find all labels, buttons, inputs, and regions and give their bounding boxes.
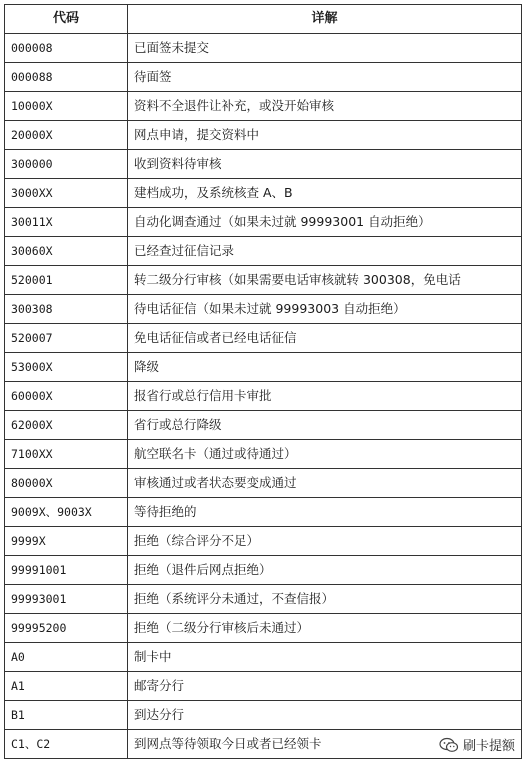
status-description: 待电话征信（如果未过就 99993003 自动拒绝） xyxy=(128,295,522,324)
status-description: 报省行或总行信用卡审批 xyxy=(128,382,522,411)
status-description: 邮寄分行 xyxy=(128,672,522,701)
status-code: A0 xyxy=(5,643,128,672)
status-description: 转二级分行审核（如果需要电话审核就转 300308，免电话 xyxy=(128,266,522,295)
status-description: 资料不全退件让补充，或没开始审核 xyxy=(128,92,522,121)
status-code: 30060X xyxy=(5,237,128,266)
table-row xyxy=(5,121,522,150)
status-description: 网点申请，提交资料中 xyxy=(128,121,522,150)
table-row xyxy=(5,440,522,469)
header-code: 代码 xyxy=(5,5,128,34)
status-code: 000008 xyxy=(5,34,128,63)
status-code: 520007 xyxy=(5,324,128,353)
status-code: 3000XX xyxy=(5,179,128,208)
status-description: 已面签未提交 xyxy=(128,34,522,63)
table-row xyxy=(5,498,522,527)
status-code: 20000X xyxy=(5,121,128,150)
table-row xyxy=(5,672,522,701)
status-description: 等待拒绝的 xyxy=(128,498,522,527)
table-row xyxy=(5,411,522,440)
table-row xyxy=(5,643,522,672)
status-code: 520001 xyxy=(5,266,128,295)
status-code: 99993001 xyxy=(5,585,128,614)
status-description: 到网点等待领取今日或者已经领卡 xyxy=(128,730,522,759)
status-code: A1 xyxy=(5,672,128,701)
status-code: 7100XX xyxy=(5,440,128,469)
table-row xyxy=(5,92,522,121)
table-header-row xyxy=(5,5,522,34)
status-description: 降级 xyxy=(128,353,522,382)
table-row xyxy=(5,34,522,63)
status-code: 99991001 xyxy=(5,556,128,585)
status-code: 53000X xyxy=(5,353,128,382)
status-code: 300308 xyxy=(5,295,128,324)
status-description: 收到资料待审核 xyxy=(128,150,522,179)
table-row xyxy=(5,295,522,324)
status-description: 到达分行 xyxy=(128,701,522,730)
status-description: 制卡中 xyxy=(128,643,522,672)
table-row xyxy=(5,237,522,266)
status-description: 建档成功，及系统核查 A、B xyxy=(128,179,522,208)
table-row xyxy=(5,527,522,556)
table-row xyxy=(5,614,522,643)
status-description: 拒绝（退件后网点拒绝） xyxy=(128,556,522,585)
status-code: 30011X xyxy=(5,208,128,237)
table-row xyxy=(5,266,522,295)
status-code: 300000 xyxy=(5,150,128,179)
table-row xyxy=(5,179,522,208)
code-table-container xyxy=(4,4,521,759)
table-row xyxy=(5,701,522,730)
status-code: 9009X、9003X xyxy=(5,498,128,527)
status-code: 62000X xyxy=(5,411,128,440)
status-code: 80000X xyxy=(5,469,128,498)
status-code: 99995200 xyxy=(5,614,128,643)
status-description: 省行或总行降级 xyxy=(128,411,522,440)
status-description: 已经查过征信记录 xyxy=(128,237,522,266)
table-row xyxy=(5,469,522,498)
status-description: 待面签 xyxy=(128,63,522,92)
watermark-label: 刷卡提额 xyxy=(462,739,515,754)
table-row xyxy=(5,208,522,237)
table-row xyxy=(5,353,522,382)
header-description: 详解 xyxy=(128,5,522,34)
status-code: 10000X xyxy=(5,92,128,121)
table-row xyxy=(5,556,522,585)
status-description: 拒绝（综合评分不足） xyxy=(128,527,522,556)
status-code: B1 xyxy=(5,701,128,730)
table-row xyxy=(5,150,522,179)
status-code: 60000X xyxy=(5,382,128,411)
status-description: 审核通过或者状态要变成通过 xyxy=(128,469,522,498)
table-row xyxy=(5,585,522,614)
watermark xyxy=(435,733,519,756)
status-description: 拒绝（二级分行审核后未通过） xyxy=(128,614,522,643)
table-row xyxy=(5,63,522,92)
status-code: 9999X xyxy=(5,527,128,556)
status-description: 拒绝（系统评分未通过，不查信报） xyxy=(128,585,522,614)
table-row xyxy=(5,382,522,411)
status-code: 000088 xyxy=(5,63,128,92)
status-description: 免电话征信或者已经电话征信 xyxy=(128,324,522,353)
status-description: 自动化调查通过（如果未过就 99993001 自动拒绝） xyxy=(128,208,522,237)
wechat-icon xyxy=(439,737,459,753)
status-code: C1、C2 xyxy=(5,730,128,759)
table-row xyxy=(5,324,522,353)
status-code-table xyxy=(4,4,522,759)
status-description: 航空联名卡（通过或待通过） xyxy=(128,440,522,469)
table-body xyxy=(5,34,522,759)
